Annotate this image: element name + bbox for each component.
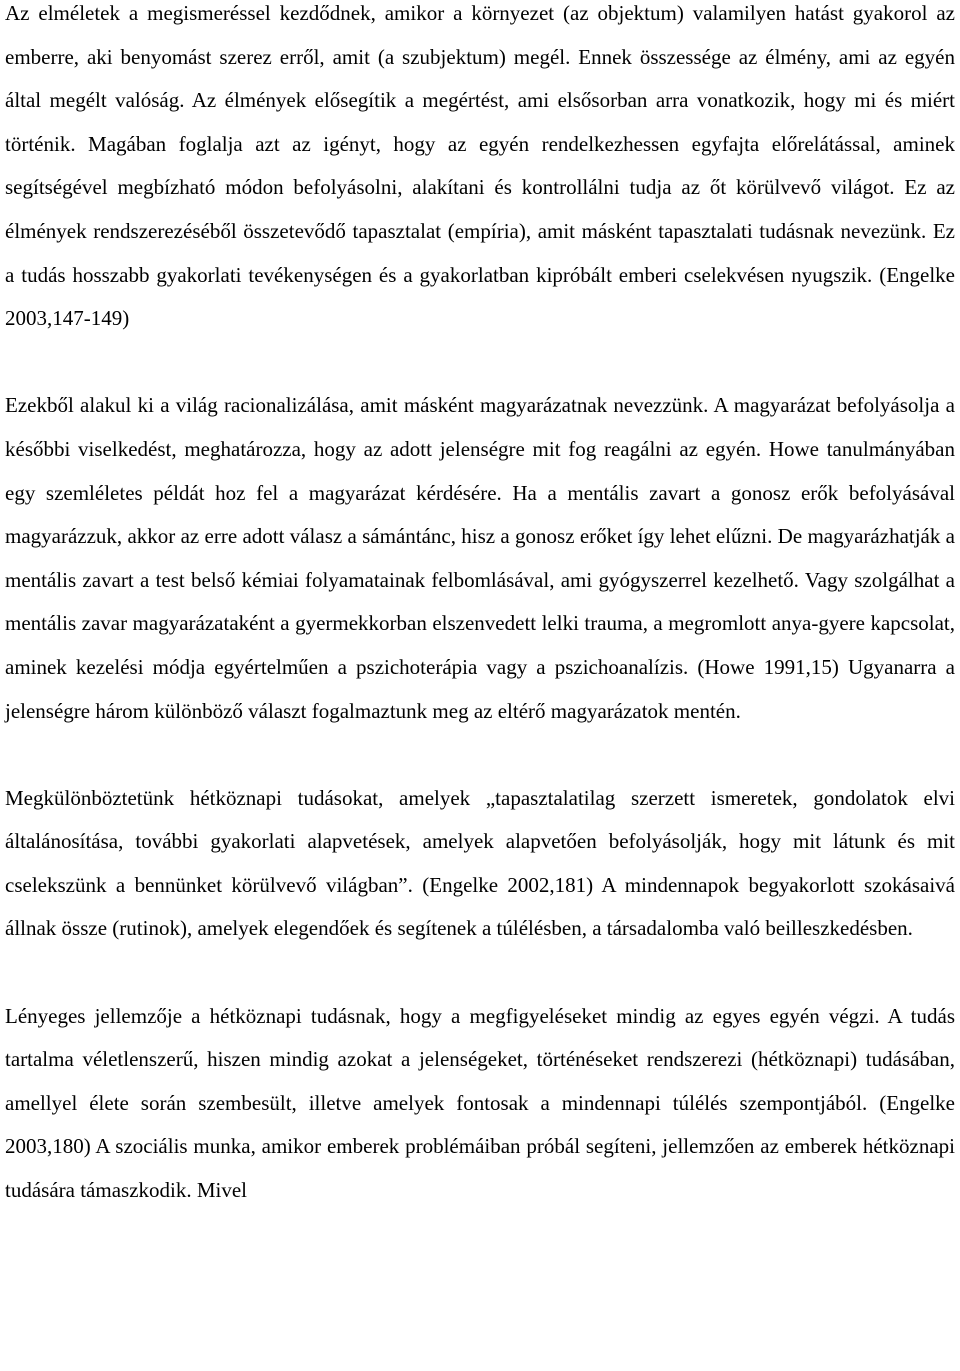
paragraph-2: Ezekből alakul ki a világ racionalizálása, amit másként magyarázatnak nevezzünk. A magyarázat befolyásolja a későbbi viselkedést, meghatározza, hogy az adott jelenségre mit fog reagálni az egyén. Howe tanulmányában egy szemléletes példát hoz fel a magyarázat kérdésére. Ha a mentális zavart a gonosz erők befolyásával magyarázzuk, akkor az erre adott válasz a sámántánc, hisz a gonosz erőket így lehet elűzni. De magyarázhatják a mentális zavart a test belső kémiai folyamatainak felbomlásával, ami gyógyszerrel kezelhető. Vagy szolgálhat a mentális zavar magyarázataként a gyermekkorban elszenvedett lelki trauma, a megromlott anya-gyere kapcsolat, aminek kezelési módja egyértelműen a pszichoterápia vagy a pszichoanalízis. (Howe 1991,15) Ugyanarra a jelenségre három különböző választ fogalmaztunk meg az eltérő magyarázatok mentén. [5, 393, 955, 723]
paragraph-1: Az elméletek a megismeréssel kezdődnek, amikor a környezet (az objektum) valamilyen hatást gyakorol az emberre, aki benyomást szerez erről, amit (a szubjektum) megél. Ennek összessége az élmény, ami az egyén által megélt valóság. Az élmények elősegítik a megértést, ami elsősorban arra vonatkozik, hogy mi és miért történik. Magában foglalja azt az igényt, hogy az egyén rendelkezhessen egyfajta előrelátással, aminek segítségével megbízható módon befolyásolni, alakítani és kontrollálni tudja az őt körülvevő világot. Ez az élmények rendszerezéséből összetevődő tapasztalat (empíria), amit másként tapasztalati tudásnak nevezünk. Ez a tudás hosszabb gyakorlati tevékenységen és a gyakorlatban kipróbált emberi cselekvésen nyugszik. (Engelke 2003,147-149) [5, 1, 955, 331]
paragraph-4: Lényeges jellemzője a hétköznapi tudásnak, hogy a megfigyeléseket mindig az egyes egyén végzi. A tudás tartalma véletlenszerű, hiszen mindig azokat a jelenségeket, történéseket rendszerezi (hétköznapi) tudásában, amellyel élete során szembesült, illetve amelyek fontosak a mindennapi túlélés szempontjából. (Engelke 2003,180) A szociális munka, amikor emberek problémáiban próbál segíteni, jellemzően az emberek hétköznapi tudására támaszkodik. Mivel [5, 1003, 955, 1203]
paragraph-3: Megkülönböztetünk hétköznapi tudásokat, amelyek „tapasztalatilag szerzett ismeretek, gondolatok elvi általánosítása, további gyakorlati alapvetések, amelyek alapvetően befolyásolják, hogy mit látunk és mit cselekszünk a bennünket körülvevő világban”. (Engelke 2002,181) A mindennapok begyakorlott szokásaivá állnak össze (rutinok), amelyek elegendőek és segítenek a túlélésben, a társadalomba való beilleszkedésben. [5, 785, 955, 941]
